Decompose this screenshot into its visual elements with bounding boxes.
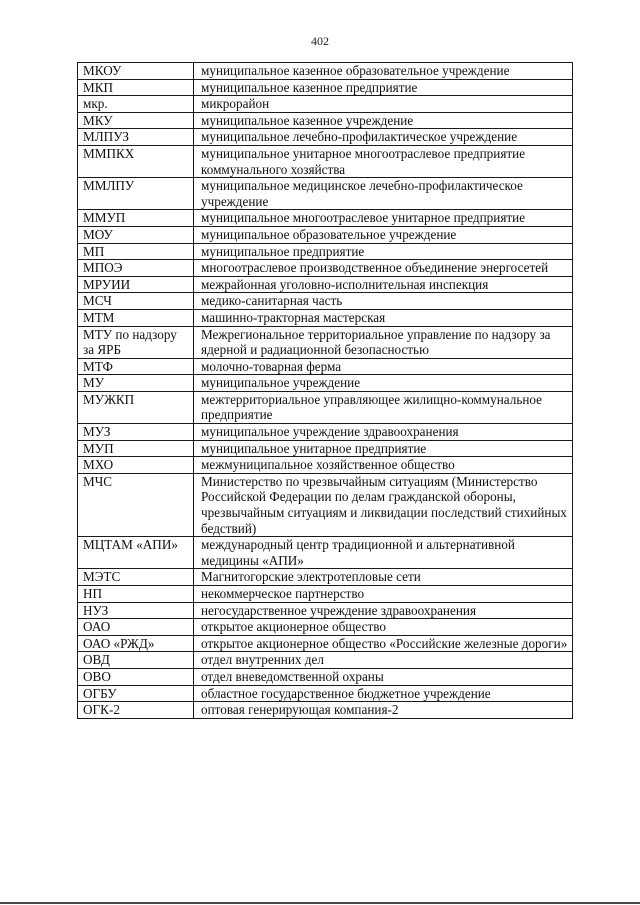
abbreviation-cell: ММУП [78,210,194,227]
abbreviation-cell: МТФ [78,358,194,375]
abbreviation-cell: МКОУ [78,63,194,80]
table-row [78,293,573,310]
table-row [78,79,573,96]
abbreviation-cell: МЦТАМ «АПИ» [78,537,194,569]
definition-cell: муниципальное учреждение [194,375,573,392]
abbreviation-cell: ОГК-2 [78,702,194,719]
table-row [78,178,573,210]
definition-cell: муниципальное унитарное предприятие [194,440,573,457]
definition-cell: областное государственное бюджетное учреждение [194,685,573,702]
definition-cell: муниципальное медицинское лечебно-профилактическое учреждение [194,178,573,210]
abbreviation-cell: МУП [78,440,194,457]
abbreviation-cell: МУЖКП [78,391,194,423]
definition-cell: муниципальное унитарное многоотраслевое предприятие коммунального хозяйства [194,145,573,177]
table-row [78,668,573,685]
table-row [78,309,573,326]
definition-cell: муниципальное казенное учреждение [194,112,573,129]
table-row [78,276,573,293]
abbreviation-cell: ОВО [78,668,194,685]
table-row [78,685,573,702]
table-row [78,702,573,719]
abbreviation-cell: ММПКХ [78,145,194,177]
table-row [78,457,573,474]
table-row [78,326,573,358]
abbreviation-cell: МЧС [78,473,194,536]
abbreviation-cell: ОАО «РЖД» [78,635,194,652]
table-row [78,635,573,652]
abbreviation-cell: ММЛПУ [78,178,194,210]
abbreviation-cell: МПОЭ [78,260,194,277]
table-row [78,260,573,277]
table-row [78,112,573,129]
definition-cell: негосударственное учреждение здравоохранения [194,602,573,619]
abbreviation-cell: МП [78,243,194,260]
definition-cell: межмуниципальное хозяйственное общество [194,457,573,474]
table-row [78,226,573,243]
abbreviation-cell: МЛПУЗ [78,129,194,146]
definition-cell: Магнитогорские электротепловые сети [194,569,573,586]
definition-cell: оптовая генерирующая компания-2 [194,702,573,719]
definition-cell: микрорайон [194,96,573,113]
abbreviation-cell: МУЗ [78,424,194,441]
table-row [78,375,573,392]
definition-cell: молочно-товарная ферма [194,358,573,375]
table-row [78,586,573,603]
table-row [78,569,573,586]
table-row [78,96,573,113]
definition-cell: муниципальное учреждение здравоохранения [194,424,573,441]
abbreviation-cell: МКП [78,79,194,96]
table-row [78,619,573,636]
definition-cell: муниципальное лечебно-профилактическое учреждение [194,129,573,146]
definition-cell: отдел внутренних дел [194,652,573,669]
abbreviation-cell: ОГБУ [78,685,194,702]
abbreviations-table [77,62,573,719]
definition-cell: машинно-тракторная мастерская [194,309,573,326]
table-row [78,129,573,146]
table-row [78,391,573,423]
table-row [78,440,573,457]
definition-cell: Министерство по чрезвычайным ситуациям (Министерство Российской Федерации по делам гражданской обороны, чрезвычайным ситуациям и ликвидации последствий стихийных бедствий) [194,473,573,536]
table-row [78,63,573,80]
definition-cell: отдел вневедомственной охраны [194,668,573,685]
abbreviation-cell: НП [78,586,194,603]
definition-cell: муниципальное предприятие [194,243,573,260]
definition-cell: муниципальное казенное предприятие [194,79,573,96]
abbreviation-cell: МЭТС [78,569,194,586]
definition-cell: медико-санитарная часть [194,293,573,310]
table-row [78,145,573,177]
definition-cell: некоммерческое партнерство [194,586,573,603]
abbreviation-cell: МУ [78,375,194,392]
abbreviation-cell: МТМ [78,309,194,326]
table-row [78,210,573,227]
abbreviation-cell: МРУИИ [78,276,194,293]
abbreviation-cell: МОУ [78,226,194,243]
table-row [78,537,573,569]
definition-cell: международный центр традиционной и альтернативной медицины «АПИ» [194,537,573,569]
definition-cell: муниципальное многоотраслевое унитарное предприятие [194,210,573,227]
abbreviation-cell: МСЧ [78,293,194,310]
abbreviation-cell: мкр. [78,96,194,113]
table-row [78,652,573,669]
table-row [78,243,573,260]
page-number: 402 [311,34,329,48]
abbreviation-cell: ОАО [78,619,194,636]
definition-cell: муниципальное образовательное учреждение [194,226,573,243]
abbreviation-cell: МТУ по надзору за ЯРБ [78,326,194,358]
table-row [78,358,573,375]
abbreviation-cell: ОВД [78,652,194,669]
definition-cell: многоотраслевое производственное объединение энергосетей [194,260,573,277]
abbreviation-cell: НУЗ [78,602,194,619]
definition-cell: открытое акционерное общество «Российские железные дороги» [194,635,573,652]
definition-cell: муниципальное казенное образовательное учреждение [194,63,573,80]
table-row [78,424,573,441]
definition-cell: открытое акционерное общество [194,619,573,636]
definition-cell: межрайонная уголовно-исполнительная инспекция [194,276,573,293]
table-row [78,602,573,619]
table-row [78,473,573,536]
definition-cell: Межрегиональное территориальное управление по надзору за ядерной и радиационной безопасностью [194,326,573,358]
abbreviation-cell: МКУ [78,112,194,129]
definition-cell: межтерриториальное управляющее жилищно-коммунальное предприятие [194,391,573,423]
abbreviation-cell: МХО [78,457,194,474]
scan-bottom-edge [0,902,640,904]
